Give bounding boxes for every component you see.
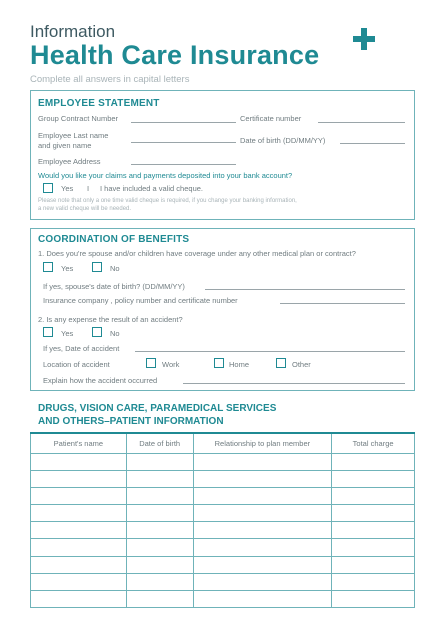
table-cell[interactable] (126, 522, 193, 539)
table-cell[interactable] (126, 573, 193, 590)
table-cell[interactable] (193, 539, 332, 556)
table-cell[interactable] (193, 591, 332, 608)
table-cell[interactable] (126, 487, 193, 504)
insurance-label: Insurance company , policy number and certificate number (43, 296, 238, 305)
last-name-label-line2: and given name (38, 141, 92, 150)
table-cell[interactable] (332, 470, 415, 487)
accident-yes-checkbox[interactable] (43, 327, 53, 337)
accident-date-field[interactable] (135, 351, 405, 352)
patient-table-header (31, 433, 415, 453)
table-row (31, 470, 415, 487)
table-row (31, 556, 415, 573)
group-contract-field[interactable] (131, 122, 236, 123)
cheque-label: I have included a valid cheque. (100, 184, 203, 193)
table-cell[interactable] (332, 487, 415, 504)
location-work-label: Work (162, 360, 180, 369)
patient-info-title (38, 402, 276, 428)
table-cell[interactable] (332, 453, 415, 470)
coverage-no-label: No (110, 264, 120, 273)
location-home-label: Home (229, 360, 250, 369)
certificate-label: Certificate number (240, 114, 302, 123)
table-cell[interactable] (126, 539, 193, 556)
insurance-field[interactable] (280, 303, 405, 304)
table-cell[interactable] (332, 522, 415, 539)
explain-label: Explain how the accident occurred (43, 376, 158, 385)
table-cell[interactable] (332, 539, 415, 556)
address-field[interactable] (131, 164, 236, 165)
dob-label: Date of birth (DD/MM/YY) (240, 136, 326, 145)
accident-no-label: No (110, 329, 120, 338)
table-row (31, 591, 415, 608)
table-cell[interactable] (31, 591, 127, 608)
deposit-yes-checkbox[interactable] (43, 183, 53, 193)
location-other-checkbox[interactable] (276, 358, 286, 368)
medical-plus-icon (353, 28, 375, 50)
table-cell[interactable] (31, 487, 127, 504)
deposit-question: Would you like your claims and payments deposited into your bank account? (38, 171, 293, 180)
table-cell[interactable] (31, 505, 127, 522)
employee-statement-title: EMPLOYEE STATEMENT (38, 98, 160, 109)
certificate-field[interactable] (318, 122, 405, 123)
col-total-charge: Total charge (332, 433, 415, 453)
cheque-note-line2: a new valid cheque will be needed. (38, 206, 132, 212)
table-cell[interactable] (31, 453, 127, 470)
location-label: Location of accident (43, 360, 110, 369)
deposit-yes-label: Yes (61, 184, 74, 193)
table-cell[interactable] (193, 487, 332, 504)
table-row (31, 453, 415, 470)
table-cell[interactable] (193, 453, 332, 470)
address-label: Employee Address (38, 157, 101, 166)
table-row (31, 505, 415, 522)
patient-info-title-line1: DRUGS, VISION CARE, PARAMEDICAL SERVICES (38, 403, 277, 414)
table-cell[interactable] (332, 591, 415, 608)
accident-yes-label: Yes (61, 329, 74, 338)
location-home-checkbox[interactable] (214, 358, 224, 368)
dob-field[interactable] (340, 143, 405, 144)
group-contract-label: Group Contract Number (38, 114, 119, 123)
table-cell[interactable] (332, 505, 415, 522)
location-other-label: Other (292, 360, 311, 369)
location-work-checkbox[interactable] (146, 358, 156, 368)
header-subtitle: Information (30, 22, 116, 41)
coverage-question: 1. Does you're spouse and/or children have coverage under any other medical plan or contract? (38, 249, 356, 258)
accident-no-checkbox[interactable] (92, 327, 102, 337)
table-cell[interactable] (31, 556, 127, 573)
table-cell[interactable] (193, 470, 332, 487)
cheque-note-line1: Please note that only a one time valid cheque is required, if you change your banking information, (38, 198, 297, 204)
instructions-note: Complete all answers in capital letters (30, 74, 190, 85)
table-row (31, 539, 415, 556)
col-relationship: Relationship to plan member (193, 433, 332, 453)
table-row (31, 573, 415, 590)
table-cell[interactable] (193, 522, 332, 539)
patient-info-title-line2: AND OTHERS–PATIENT INFORMATION (38, 416, 224, 427)
patient-table (30, 432, 415, 608)
explain-field[interactable] (183, 383, 405, 384)
table-cell[interactable] (126, 453, 193, 470)
table-cell[interactable] (126, 505, 193, 522)
spouse-dob-field[interactable] (205, 289, 405, 290)
coverage-no-checkbox[interactable] (92, 262, 102, 272)
table-cell[interactable] (332, 573, 415, 590)
table-cell[interactable] (193, 573, 332, 590)
coverage-yes-label: Yes (61, 264, 74, 273)
last-name-label-line1: Employee Last name (38, 131, 109, 140)
page-title: Health Care Insurance (30, 40, 320, 70)
table-cell[interactable] (126, 591, 193, 608)
spouse-dob-label: If yes, spouse's date of birth? (DD/MM/YY) (43, 282, 185, 291)
table-cell[interactable] (31, 539, 127, 556)
separator: I (87, 184, 90, 193)
table-cell[interactable] (126, 556, 193, 573)
coverage-yes-checkbox[interactable] (43, 262, 53, 272)
table-row (31, 487, 415, 504)
table-cell[interactable] (332, 556, 415, 573)
table-cell[interactable] (193, 556, 332, 573)
accident-question: 2. Is any expense the result of an accident? (38, 315, 183, 324)
table-cell[interactable] (31, 573, 127, 590)
table-row (31, 522, 415, 539)
table-cell[interactable] (31, 470, 127, 487)
coordination-title: COORDINATION OF BENEFITS (38, 234, 190, 245)
accident-date-label: If yes, Date of accident (43, 344, 120, 353)
col-patient-name: Patient's name (31, 433, 127, 453)
table-cell[interactable] (126, 470, 193, 487)
table-cell[interactable] (31, 522, 127, 539)
col-date-of-birth: Date of birth (126, 433, 193, 453)
last-name-field[interactable] (131, 142, 236, 143)
table-cell[interactable] (193, 505, 332, 522)
